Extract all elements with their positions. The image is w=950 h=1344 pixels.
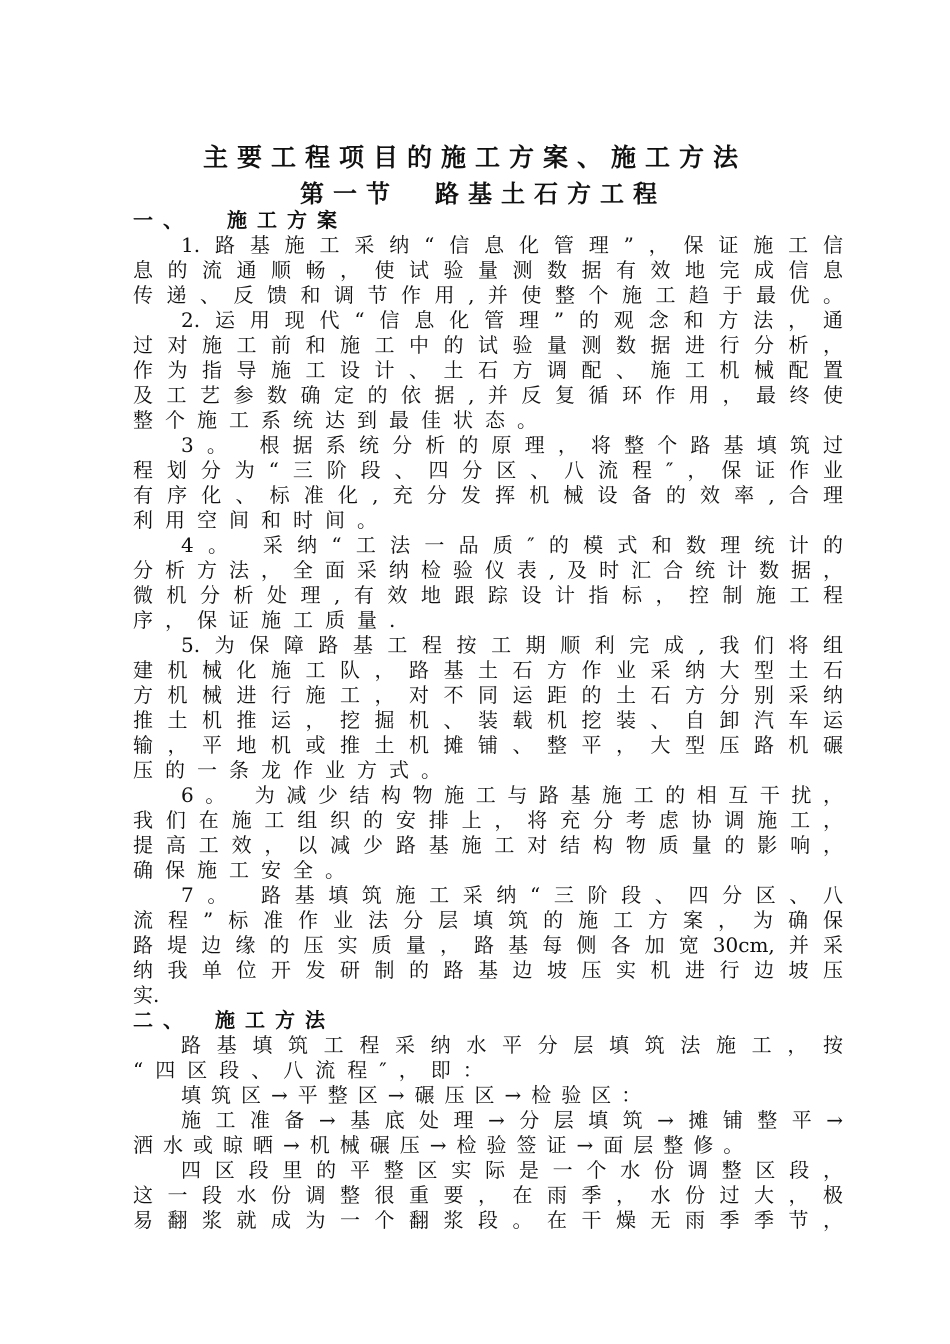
paragraph-line: 微机分析处理,有效地跟踪设计指标，控制施工程: [133, 583, 843, 607]
paragraph-line: 实.: [133, 983, 160, 1007]
section-number: 第一节: [300, 179, 399, 208]
paragraph-line: 易翻浆就成为一个翻浆段。在干燥无雨季季节，: [133, 1208, 843, 1232]
flow-line: 洒水或晾晒→机械碾压→检验签证→面层整修。: [133, 1133, 754, 1157]
paragraph-line: 2.运用现代“信息化管理”的观念和方法，通: [181, 308, 843, 332]
paragraph-line: 我们在施工组织的安排上，将充分考虑协调施工，: [133, 808, 843, 832]
paragraph-line: 4。 采纳“工法一品质″的模式和数理统计的: [181, 533, 843, 557]
paragraph-line: 传递、反馈和调节作用,并使整个施工趋于最优。: [133, 283, 843, 307]
heading-construction-method: [133, 1008, 843, 1033]
paragraph-line: 整个施工系统达到最佳状态。: [133, 408, 549, 432]
paragraph-line: 四区段里的平整区实际是一个水份调整区段，: [181, 1158, 843, 1182]
paragraph-line: 路堤边缘的压实质量，路基每侧各加宽30cm,并采: [133, 933, 843, 957]
paragraph-line: 分析方法，全面采纳检验仪表,及时汇合统计数据，: [133, 558, 843, 582]
section-heading: [300, 176, 666, 212]
paragraph-line: 5.为保障路基工程按工期顺利完成,我们将组: [181, 633, 843, 657]
document-title: 主要工程项目的施工方案、施工方法: [202, 143, 747, 172]
paragraph-line: 过对施工前和施工中的试验量测数据进行分析，: [133, 333, 843, 357]
heading-construction-plan: [133, 208, 843, 233]
paragraph-line: 息的流通顺畅，使试验量测数据有效地完成信息: [133, 258, 843, 282]
paragraph-line: 建机械化施工队，路基土石方作业采纳大型土石: [133, 658, 843, 682]
heading-text: 施工方法: [215, 1008, 335, 1032]
paragraph-line: 路基填筑工程采纳水平分层填筑法施工，按: [181, 1033, 843, 1057]
flow-line: 施工准备→基底处理→分层填筑→摊铺整平→: [181, 1108, 843, 1132]
paragraph-line: 6。 为减少结构物施工与路基施工的相互干扰，: [181, 783, 843, 807]
paragraph-line: 提高工效，以减少路基施工对结构物质量的影响，: [133, 833, 843, 857]
paragraph-line: 作为指导施工设计、土石方调配、施工机械配置: [133, 358, 843, 382]
section-title: 路基土石方工程: [435, 179, 666, 208]
paragraph-line: 压的一条龙作业方式。: [133, 758, 453, 782]
paragraph-line: 7。 路基填筑施工采纳“三阶段、四分区、八: [181, 883, 843, 907]
paragraph-line: “四区段、八流程″，即：: [133, 1058, 495, 1082]
heading-text: 施工方案: [227, 208, 347, 232]
paragraph-line: 这一段水份调整很重要，在雨季，水份过大，极: [133, 1183, 843, 1207]
document-body: [133, 208, 843, 1233]
paragraph-line: 利用空间和时间。: [133, 508, 389, 532]
heading-number: 二、: [133, 1008, 193, 1032]
paragraph-line: 有序化、标准化,充分发挥机械设备的效率,合理: [133, 483, 843, 507]
paragraph-line: 确保施工安全。: [133, 858, 357, 882]
paragraph-line: 流程”标准作业法分层填筑的施工方案，为确保: [133, 908, 843, 932]
paragraph-line: 推土机推运，挖掘机、装载机挖装、自卸汽车运: [133, 708, 843, 732]
paragraph-line: 纳我单位开发研制的路基边坡压实机进行边坡压: [133, 958, 843, 982]
paragraph-line: 3。 根据系统分析的原理，将整个路基填筑过: [181, 433, 843, 457]
paragraph-line: 程划分为“三阶段、四分区、八流程″，保证作业: [133, 458, 843, 482]
paragraph-line: 方机械进行施工，对不同运距的土石方分别采纳: [133, 683, 843, 707]
heading-number: 一、: [133, 208, 193, 232]
paragraph-line: 1.路基施工采纳“信息化管理”，保证施工信: [181, 233, 843, 257]
paragraph-line: 输，平地机或推土机摊铺、整平，大型压路机碾: [133, 733, 843, 757]
paragraph-line: 序，保证施工质量.: [133, 608, 408, 632]
paragraph-line: 及工艺参数确定的依据,并反复循环作用，最终使: [133, 383, 843, 407]
flow-line: 填筑区→平整区→碾压区→检验区：: [181, 1083, 652, 1107]
